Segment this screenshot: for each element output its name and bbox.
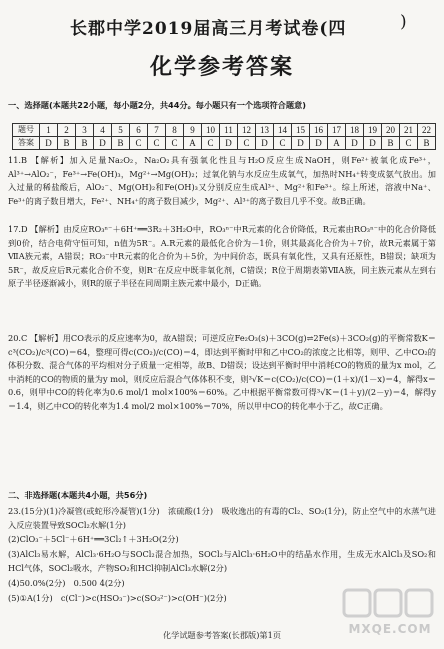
qnum: 17 — [328, 124, 346, 137]
answer-cell: D — [256, 137, 274, 150]
answer-q23-part1: 23.(15分)(1)冷凝管(或蛇形冷凝管)(1分) 浓硫酸(1分) 吸收逸出的有毒的Cl₂、SO₂(1分)，防止空气中的水蒸气进入反应装置导致SOCl₂水解(1分) — [8, 506, 436, 530]
explanation-q20: 20.C 【解析】用CO表示的反应速率为0，故A错误；可逆反应Fe₂O₃(s)＋3CO(g)⇌2Fe(s)＋3CO₂(g)的平衡常数K＝c³(CO₂)/c³(CO)＝64，整理可得c(CO₂)/c(CO)＝4，即达到平衡时甲和乙中CO₂的浓度之比相等，则甲、乙中CO₂的体积分数、混合气体的平均相对分子质量一定相等，故B、D错误；设达到平衡时甲中消耗CO的物质的量为x mol，乙中消耗的CO的物质的量为y mol，则反应后混合气体体积不变，则³√K＝c(CO₂)/c(CO)＝(1＋x)/(1－x)＝4，解得x＝0.6，则甲中CO的转化率为0.6 mol/1 mol×100%＝60%。乙中根据平衡常数可得³√K＝(1＋y)/(2－y)＝4，解得y＝1.4，则乙中CO的转化率为1.4 mol/2 mol×100%＝70%，所以甲中CO的转化率小于乙，故C正确。 — [8, 333, 436, 411]
qnum: 11 — [220, 124, 238, 137]
answer-cell: D — [40, 137, 58, 150]
qnum: 6 — [130, 124, 148, 137]
qnum: 21 — [400, 124, 418, 137]
answer-q23-part2: (2)ClO₃⁻＋5Cl⁻＋6H⁺══3Cl₂↑＋3H₂O(2分) — [8, 534, 179, 544]
answer-cell: B — [112, 137, 130, 150]
answer-cell: C — [166, 137, 184, 150]
answer-cell: D — [364, 137, 382, 150]
row-label-answer: 答案 — [13, 137, 40, 150]
qnum: 22 — [418, 124, 436, 137]
watermark-site: MXQE.COM — [348, 622, 432, 636]
answer-cell: B — [58, 137, 76, 150]
explanation-q17: 17.D 【解析】由反应RO₃ⁿ⁻＋6H⁺══3R₂＋3H₂O中，RO₃ⁿ⁻中R元素的化合价降低，R元素由RO₃ⁿ⁻中的化合价降低到0价，结合电荷守恒可知，n值为5R⁻。A.R元素的最低化合价为－1价，则其最高化合价为＋7价，故R元素属于第ⅦA族元素，A错误；RO₃⁻中R元素的化合价为＋5价，为中间价态，既具有氧化性，又具有还原性，B错误；缺项为5R⁻，故反应后R元素化合价不变，则R⁻在反应中既非氧化剂，C错误；R位于周期表第ⅦA族，同主族元素从左到右原子半径逐渐减小，则R的原子半径在同周期主族元素中最小，D正确。 — [8, 224, 436, 288]
answer-cell: C — [238, 137, 256, 150]
answer-cell: A — [184, 137, 202, 150]
question-number-row — [13, 124, 436, 137]
answer-cell: A — [328, 137, 346, 150]
qnum: 1 — [40, 124, 58, 137]
page-footer: 化学试题参考答案(长郡版)第1页 — [162, 630, 282, 640]
document-title: 化学参考答案 — [149, 55, 294, 80]
qnum: 5 — [112, 124, 130, 137]
answer-cell: D — [220, 137, 238, 150]
answer-q23-part5: (5)①A(1分) c(Cl⁻)>c(HSO₃⁻)>c(SO₃²⁻)>c(OH⁻)(2分) — [8, 593, 227, 603]
qnum: 20 — [382, 124, 400, 137]
qnum: 8 — [166, 124, 184, 137]
answer-cell: C — [400, 137, 418, 150]
answer-cell: B — [382, 137, 400, 150]
answer-q23-part3: (3)AlCl₃易水解，AlCl₃·6H₂O与SOCl₂混合加热，SOCl₂与AlCl₃·6H₂O中的结晶水作用，生成无水AlCl₃及SO₂和HCl气体，SOCl₂吸水，产物SO₂和HCl抑制AlCl₃水解(2分) — [8, 549, 436, 573]
row-label-number: 题号 — [13, 124, 40, 137]
answer-row — [13, 137, 436, 150]
qnum: 3 — [76, 124, 94, 137]
qnum: 7 — [148, 124, 166, 137]
explanation-q11: 11.B 【解析】加入足量Na₂O₂，Na₂O₂具有强氧化性且与H₂O反应生成NaOH，则Fe²⁺被氧化成Fe³⁺，Al³⁺→AlO₂⁻，Fe³⁺→Fe(OH)₃，Mg²⁺→Mg(OH)₂；过氧化钠与水反应生成氧气，加热时NH₄⁺转变成氨气放出。加入过量的稀盐酸后，AlO₂⁻、Mg(OH)₂和Fe(OH)₃又分别反应生成Al³⁺、Mg²⁺和Fe³⁺。综上所述，溶液中Na⁺、Fe³⁺的离子数目增大，Fe²⁺、NH₄⁺的离子数目减少，Mg²⁺、Al³⁺的离子数目几乎不变。故B正确。 — [8, 155, 436, 206]
section-heading-nonchoice: 二、非选择题(本题共4小题，共56分) — [8, 490, 148, 500]
answer-cell: C — [130, 137, 148, 150]
answer-cell: C — [202, 137, 220, 150]
answer-q23-part4: (4)50.0%(2分) 0.500 4(2分) — [8, 578, 125, 588]
qnum: 2 — [58, 124, 76, 137]
answer-cell: C — [274, 137, 292, 150]
qnum: 13 — [256, 124, 274, 137]
answer-cell: B — [418, 137, 436, 150]
qnum: 10 — [202, 124, 220, 137]
answer-cell: B — [76, 137, 94, 150]
qnum: 15 — [292, 124, 310, 137]
answer-cell: D — [292, 137, 310, 150]
qnum: 12 — [238, 124, 256, 137]
exam-header: 长郡中学2019届高三月考试卷(四 — [70, 19, 347, 39]
qnum: 14 — [274, 124, 292, 137]
qnum: 19 — [364, 124, 382, 137]
header-paren: ) — [400, 12, 407, 32]
section-heading-choice: 一、选择题(本题共22小题，每小题2分，共44分。每小题只有一个选项符合题意) — [8, 100, 306, 110]
qnum: 9 — [184, 124, 202, 137]
qnum: 18 — [346, 124, 364, 137]
answer-cell: D — [310, 137, 328, 150]
qnum: 4 — [94, 124, 112, 137]
answer-cell: D — [94, 137, 112, 150]
answer-cell: D — [346, 137, 364, 150]
answer-cell: C — [148, 137, 166, 150]
answer-table — [12, 123, 436, 150]
qnum: 16 — [310, 124, 328, 137]
